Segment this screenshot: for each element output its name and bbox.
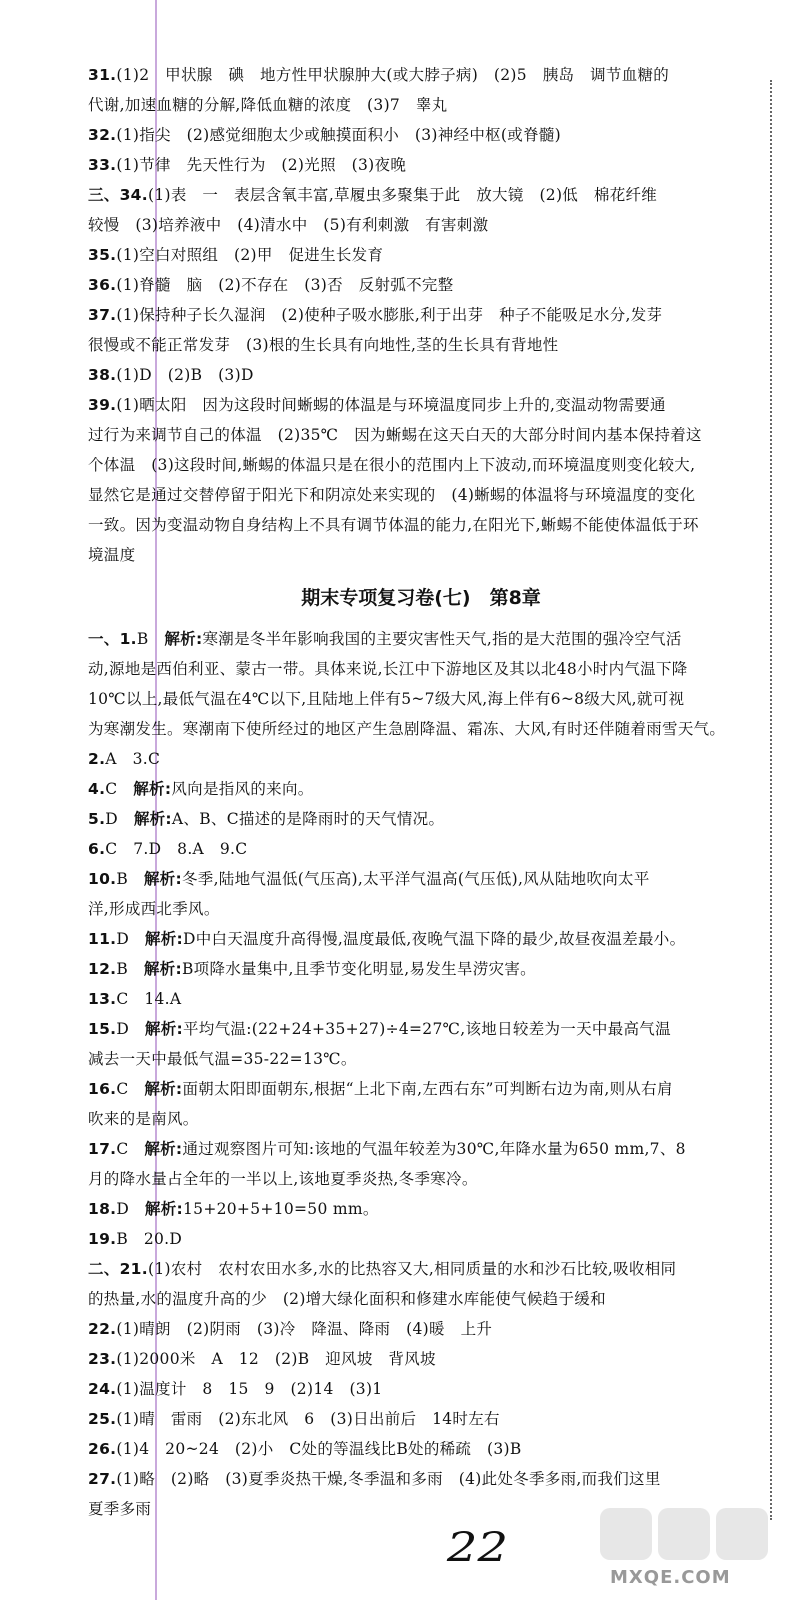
analysis-text: A、B、C描述的是降雨时的天气情况。 (171, 810, 445, 828)
analysis-text: B项降水量集中,且季节变化明显,易发生旱涝灾害。 (181, 960, 536, 978)
answer-line (88, 804, 754, 834)
question-number: 37. (88, 306, 117, 324)
answers-section-top (88, 60, 754, 570)
analysis-text: D中白天温度升高得慢,温度最低,夜晚气温下降的最少,故昼夜温差最小。 (183, 930, 686, 948)
answer-line (88, 90, 754, 120)
answer-text: (1)略 (2)略 (3)夏季炎热干燥,冬季温和多雨 (4)此处冬季多雨,而我们这里 (116, 1470, 661, 1488)
question-number: 33. (88, 156, 117, 174)
analysis-text: 寒潮是冬半年影响我国的主要灾害性天气,指的是大范围的强冷空气活 (202, 630, 682, 648)
question-number: 17. (88, 1140, 117, 1158)
analysis-text: 面朝太阳即面朝东,根据“上北下南,左西右东”可判断右边为南,则从右肩 (182, 1080, 673, 1098)
answer-line (88, 1134, 754, 1164)
answer-line (88, 330, 754, 360)
analysis-label: 解析: (144, 1200, 183, 1218)
answer-text: (1)节律 先天性行为 (2)光照 (3)夜晚 (116, 156, 407, 174)
analysis-label: 解析: (144, 930, 183, 948)
question-number: 4. (88, 780, 106, 798)
answer-text: 10℃以上,最低气温在4℃以下,且陆地上伴有5~7级大风,海上伴有6~8级大风,就可视 (88, 690, 685, 708)
answer-line (88, 1014, 754, 1044)
question-number: 16. (88, 1080, 117, 1098)
answer-text: D (116, 1200, 145, 1218)
answer-text: 夏季多雨 (88, 1500, 152, 1518)
answer-line (88, 420, 754, 450)
answer-line (88, 1314, 754, 1344)
answer-text: (1)晒太阳 因为这段时间蜥蜴的体温是与环境温度同步上升的,变温动物需要通 (116, 396, 666, 414)
answer-line (88, 1404, 754, 1434)
answer-line (88, 1434, 754, 1464)
answer-text: 过行为来调节自己的体温 (2)35℃ 因为蜥蜴在这天白天的大部分时间内基本保持着这 (88, 426, 702, 444)
answer-text: (1)晴朗 (2)阴雨 (3)冷 降温、降雨 (4)暖 上升 (116, 1320, 493, 1338)
answer-line (88, 954, 754, 984)
answer-line (88, 120, 754, 150)
answer-line (88, 1464, 754, 1494)
answer-text: (1)温度计 8 15 9 (2)14 (3)1 (116, 1380, 383, 1398)
answer-line (88, 1254, 754, 1284)
question-number: 27. (88, 1470, 117, 1488)
analysis-label: 解析: (143, 870, 182, 888)
answer-line (88, 864, 754, 894)
analysis-text: 风向是指风的来向。 (171, 780, 314, 798)
answer-line (88, 390, 754, 420)
answer-text: 较慢 (3)培养液中 (4)清水中 (5)有利刺激 有害刺激 (88, 216, 489, 234)
answer-line (88, 1074, 754, 1104)
page-number: 22 (446, 1525, 508, 1571)
analysis-label: 解析: (144, 1020, 183, 1038)
answer-text: 月的降水量占全年的一半以上,该地夏季炎热,冬季寒冷。 (88, 1170, 478, 1188)
question-number: 32. (88, 126, 117, 144)
answer-line (88, 774, 754, 804)
question-number: 三、34. (88, 186, 148, 204)
answer-line (88, 1224, 754, 1254)
question-number: 19. (88, 1230, 117, 1248)
analysis-label: 解析: (164, 630, 203, 648)
question-number: 36. (88, 276, 117, 294)
answer-line (88, 210, 754, 240)
answer-text: A 3.C (105, 750, 161, 768)
answer-text: (1)指尖 (2)感觉细胞太少或触摸面积小 (3)神经中枢(或脊髓) (116, 126, 562, 144)
answer-text: 动,源地是西伯利亚、蒙古一带。具体来说,长江中下游地区及其以北48小时内气温下降 (88, 660, 688, 678)
question-number: 5. (88, 810, 106, 828)
answer-line (88, 360, 754, 390)
question-number: 25. (88, 1410, 117, 1428)
answer-line (88, 984, 754, 1014)
answer-page (88, 60, 754, 1524)
question-number: 18. (88, 1200, 117, 1218)
question-number: 39. (88, 396, 117, 414)
answer-text: B 20.D (116, 1230, 183, 1248)
question-number: 10. (88, 870, 117, 888)
answer-text: 洋,形成西北季风。 (88, 900, 220, 918)
answer-text: B (136, 630, 165, 648)
answer-text: C (116, 1140, 145, 1158)
analysis-label: 解析: (133, 780, 172, 798)
answer-line (88, 240, 754, 270)
answer-text: C (116, 1080, 145, 1098)
answer-text: (1)D (2)B (3)D (116, 366, 254, 384)
question-number: 12. (88, 960, 117, 978)
answer-text: 一致。因为变温动物自身结构上不具有调节体温的能力,在阳光下,蜥蜴不能使体温低于环 (88, 516, 699, 534)
answer-text: 为寒潮发生。寒潮南下使所经过的地区产生急剧降温、霜冻、大风,有时还伴随着雨雪天气。 (88, 720, 726, 738)
answer-line (88, 924, 754, 954)
answer-line (88, 834, 754, 864)
question-number: 一、1. (88, 630, 137, 648)
answer-line (88, 714, 754, 744)
answer-text: C (105, 780, 134, 798)
analysis-label: 解析: (144, 1080, 183, 1098)
answer-text: 很慢或不能正常发芽 (3)根的生长具有向地性,茎的生长具有背地性 (88, 336, 559, 354)
answer-line (88, 894, 754, 924)
analysis-label: 解析: (144, 1140, 183, 1158)
analysis-text: 平均气温:(22+24+35+27)÷4=27℃,该地日较差为一天中最高气温 (183, 1020, 671, 1038)
answer-text: (1)空白对照组 (2)甲 促进生长发育 (116, 246, 384, 264)
answer-line (88, 1194, 754, 1224)
question-number: 11. (88, 930, 117, 948)
answer-text: 个体温 (3)这段时间,蜥蜴的体温只是在很小的范围内上下波动,而环境温度则变化较大, (88, 456, 696, 474)
answer-line (88, 1044, 754, 1074)
answer-line (88, 1374, 754, 1404)
answer-line (88, 450, 754, 480)
answer-line (88, 480, 754, 510)
question-number: 二、21. (88, 1260, 148, 1278)
answer-line (88, 60, 754, 90)
question-number: 15. (88, 1020, 117, 1038)
answers-section-chapter-8 (88, 624, 754, 1524)
answer-text: (1)2 甲状腺 碘 地方性甲状腺肿大(或大脖子病) (2)5 胰岛 调节血糖的 (116, 66, 670, 84)
answer-text: (1)2000米 A 12 (2)B 迎风坡 背风坡 (116, 1350, 436, 1368)
answer-line (88, 654, 754, 684)
analysis-label: 解析: (133, 810, 172, 828)
answer-text: 代谢,加速血糖的分解,降低血糖的浓度 (3)7 睾丸 (88, 96, 448, 114)
answer-text: C 14.A (116, 990, 182, 1008)
binding-dotted-line (770, 80, 772, 1520)
section-title: 期末专项复习卷(七) 第8章 (301, 587, 541, 609)
answer-line (88, 540, 754, 570)
answer-text: (1)表 一 表层含氧丰富,草履虫多聚集于此 放大镜 (2)低 棉花纤维 (147, 186, 658, 204)
answer-text: (1)脊髓 脑 (2)不存在 (3)否 反射弧不完整 (116, 276, 454, 294)
question-number: 26. (88, 1440, 117, 1458)
question-number: 24. (88, 1380, 117, 1398)
question-number: 6. (88, 840, 106, 858)
answer-text: 显然它是通过交替停留于阳光下和阴凉处来实现的 (4)蜥蜴的体温将与环境温度的变化 (88, 486, 696, 504)
question-number: 23. (88, 1350, 117, 1368)
answer-text: B (116, 870, 144, 888)
answer-line (88, 1104, 754, 1134)
answer-line (88, 624, 754, 654)
answer-line (88, 1344, 754, 1374)
question-number: 2. (88, 750, 106, 768)
answer-text: 的热量,水的温度升高的少 (2)增大绿化面积和修建水库能使气候趋于缓和 (88, 1290, 606, 1308)
question-number: 22. (88, 1320, 117, 1338)
answer-text: B (116, 960, 144, 978)
answer-line (88, 744, 754, 774)
answer-text: C 7.D 8.A 9.C (105, 840, 248, 858)
question-number: 13. (88, 990, 117, 1008)
answer-line (88, 510, 754, 540)
analysis-text: 通过观察图片可知:该地的气温年较差为30℃,年降水量为650 mm,7、8 (182, 1140, 686, 1158)
watermark-text: MXQE.COM (610, 1567, 731, 1588)
answer-text: D (105, 810, 134, 828)
answer-text: D (116, 930, 145, 948)
answer-line (88, 150, 754, 180)
question-number: 38. (88, 366, 117, 384)
answer-text: (1)晴 雷雨 (2)东北风 6 (3)日出前后 14时左右 (116, 1410, 500, 1428)
question-number: 35. (88, 246, 117, 264)
answer-line (88, 1164, 754, 1194)
question-number: 31. (88, 66, 117, 84)
answer-text: 减去一天中最低气温=35-22=13℃。 (88, 1050, 357, 1068)
answer-text: 吹来的是南风。 (88, 1110, 199, 1128)
analysis-text: 冬季,陆地气温低(气压高),太平洋气温高(气压低),风从陆地吹向太平 (181, 870, 650, 888)
analysis-text: 15+20+5+10=50 mm。 (183, 1200, 379, 1218)
answer-text: (1)保持种子长久湿润 (2)使种子吸水膨胀,利于出芽 种子不能吸足水分,发芽 (116, 306, 663, 324)
answer-line (88, 684, 754, 714)
answer-text: (1)4 20~24 (2)小 C处的等温线比B处的稀疏 (3)B (116, 1440, 522, 1458)
answer-text: (1)农村 农村农田水多,水的比热容又大,相同质量的水和沙石比较,吸收相同 (147, 1260, 677, 1278)
analysis-label: 解析: (143, 960, 182, 978)
answer-line (88, 270, 754, 300)
answer-text: D (116, 1020, 145, 1038)
answer-line (88, 180, 754, 210)
answer-line (88, 300, 754, 330)
answer-text: 境温度 (88, 546, 136, 564)
answer-line (88, 1284, 754, 1314)
